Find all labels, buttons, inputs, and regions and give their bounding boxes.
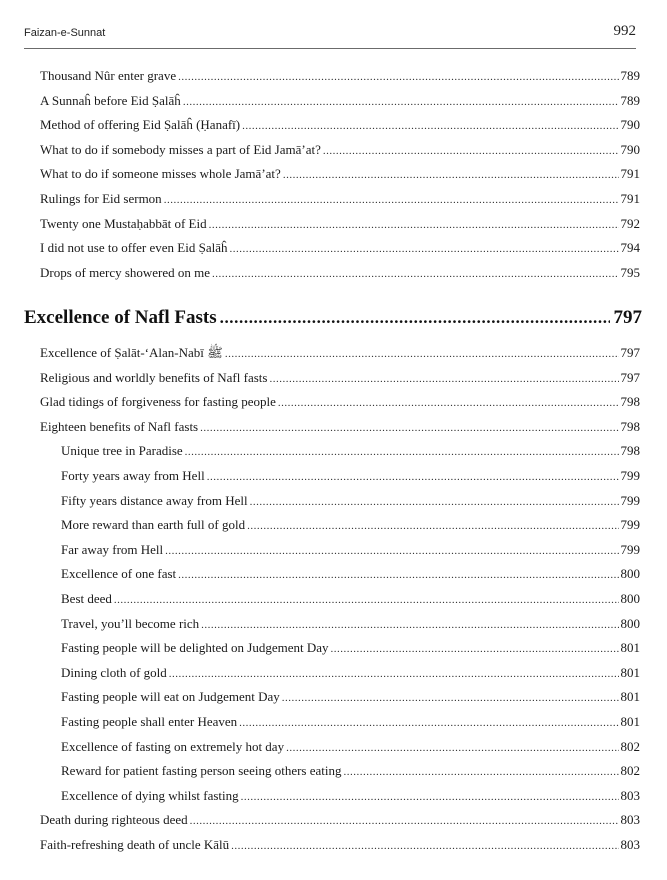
toc-entry-title: Excellence of Ṣalāt-‘Alan-Nabī ﷺ xyxy=(40,345,223,360)
page-number: 992 xyxy=(613,23,636,39)
toc-entry xyxy=(40,64,640,89)
toc-entry-page: 792 xyxy=(620,215,640,231)
leader-dots xyxy=(239,711,618,736)
toc-entry-title: Fasting people will eat on Judgement Day xyxy=(61,689,280,705)
toc-entry-page: 799 xyxy=(620,541,640,557)
toc-entry-title: Travel, you’ll become rich xyxy=(61,615,200,631)
toc-entry-page: 801 xyxy=(620,640,640,656)
toc-entry-title: I did not use to offer even Eid Ṣalāĥ xyxy=(40,240,228,256)
toc-entry xyxy=(40,710,640,735)
toc-entry-title: Glad tidings of forgiveness for fasting people xyxy=(40,394,276,410)
toc-entry-page: 798 xyxy=(620,394,640,410)
leader-dots xyxy=(323,139,619,164)
leader-dots xyxy=(344,760,619,785)
toc-entry xyxy=(40,562,640,587)
toc-entry-page: 801 xyxy=(620,689,640,705)
toc-entry xyxy=(40,366,640,391)
toc-entry xyxy=(40,513,640,538)
toc-entry-page: 800 xyxy=(620,566,640,582)
leader-dots xyxy=(241,785,619,810)
toc-entry-page: 791 xyxy=(620,166,640,182)
toc-entry-page: 799 xyxy=(620,467,640,483)
leader-dots xyxy=(282,686,619,711)
toc-entry-title: A Sunnaĥ before Eid Ṣalāĥ xyxy=(40,92,181,108)
leader-dots xyxy=(200,416,618,441)
toc-entry-page: 794 xyxy=(620,240,640,256)
leader-dots xyxy=(164,188,619,213)
leader-dots xyxy=(178,563,618,588)
chapter-title: Excellence of Nafl Fasts xyxy=(24,307,217,328)
toc-entry-title: Fasting people will be delighted on Judgement Day xyxy=(61,640,329,656)
toc-entry-page: 790 xyxy=(620,117,640,133)
leader-dots xyxy=(209,213,619,238)
toc-entry xyxy=(40,236,640,261)
toc-entry xyxy=(40,89,640,114)
toc-entry xyxy=(40,390,640,415)
toc-entry xyxy=(40,636,640,661)
toc-entry xyxy=(40,759,640,784)
toc-entry-page: 803 xyxy=(620,787,640,803)
toc-entry xyxy=(40,464,640,489)
toc-entry xyxy=(40,612,640,637)
toc-entry-title: What to do if someone misses whole Jamā’at? xyxy=(40,166,281,182)
leader-dots xyxy=(185,440,619,465)
toc-entry-title: Reward for patient fasting person seeing others eating xyxy=(61,763,342,779)
toc-entry-page: 789 xyxy=(620,68,640,83)
toc-entry-title: Excellence of dying whilst fasting xyxy=(61,787,239,803)
toc-entry-page: 800 xyxy=(620,590,640,606)
leader-dots xyxy=(201,613,618,638)
toc-entry-title: Religious and worldly benefits of Nafl fasts xyxy=(40,369,268,385)
toc-entry-page: 791 xyxy=(620,190,640,206)
toc-entry-title: Best deed xyxy=(61,590,112,606)
toc-entry-title: Faith-refreshing death of uncle Kālū xyxy=(40,836,230,852)
toc-entry-title: Far away from Hell xyxy=(61,541,164,557)
toc-entry-page: 797 xyxy=(620,369,640,385)
book-title: Faizan-e-Sunnat xyxy=(24,27,106,39)
leader-dots xyxy=(247,514,618,539)
leader-dots xyxy=(225,342,619,367)
toc-entry xyxy=(40,261,640,286)
toc-entry xyxy=(40,489,640,514)
toc-entry xyxy=(40,587,640,612)
leader-dots xyxy=(269,367,618,392)
toc-entry-title: What to do if somebody misses a part of Eid Jamā’at? xyxy=(40,141,321,157)
leader-dots xyxy=(165,539,618,564)
toc-entry xyxy=(40,138,640,163)
leader-dots xyxy=(220,308,610,328)
leader-dots xyxy=(250,490,619,515)
toc-entry-title: Rulings for Eid sermon xyxy=(40,190,162,206)
leader-dots xyxy=(278,391,619,416)
toc-entry-page: 802 xyxy=(620,763,640,779)
leader-dots xyxy=(212,262,618,287)
toc-entry-page: 789 xyxy=(620,92,640,108)
toc-entry xyxy=(40,187,640,212)
toc-entry-page: 797 xyxy=(620,345,640,360)
toc-entry-page: 801 xyxy=(620,713,640,729)
toc-entry-title: Death during righteous deed xyxy=(40,812,188,828)
chapter-page: 797 xyxy=(613,307,642,328)
leader-dots xyxy=(242,114,618,139)
chapter-heading xyxy=(24,307,642,329)
toc-list-top xyxy=(40,64,640,285)
leader-dots xyxy=(183,90,619,115)
toc-entry-page: 802 xyxy=(620,738,640,754)
leader-dots xyxy=(283,163,619,188)
toc-entry-page: 800 xyxy=(620,615,640,631)
leader-dots xyxy=(207,465,619,490)
toc-entry-page: 803 xyxy=(620,836,640,852)
toc-entry xyxy=(40,735,640,760)
toc-entry-title: Dining cloth of gold xyxy=(61,664,167,680)
toc-entry xyxy=(40,685,640,710)
toc-entry-title: Unique tree in Paradise xyxy=(61,443,183,459)
toc-entry-page: 798 xyxy=(620,443,640,459)
toc-entry-title: Eighteen benefits of Nafl fasts xyxy=(40,418,199,434)
leader-dots xyxy=(190,809,619,834)
toc-list-main xyxy=(40,341,640,857)
leader-dots xyxy=(230,237,619,262)
toc-entry xyxy=(40,784,640,809)
leader-dots xyxy=(231,834,618,859)
toc-entry-page: 799 xyxy=(620,492,640,508)
toc-entry-title: Forty years away from Hell xyxy=(61,467,205,483)
toc-entry-title: Excellence of fasting on extremely hot day xyxy=(61,738,285,754)
toc-entry xyxy=(40,113,640,138)
toc-entry-page: 801 xyxy=(620,664,640,680)
toc-entry xyxy=(40,833,640,858)
toc-entry-title: Twenty one Mustaḥabbāt of Eid xyxy=(40,215,207,231)
toc-entry xyxy=(40,439,640,464)
toc-entry-page: 803 xyxy=(620,812,640,828)
toc-entry xyxy=(40,162,640,187)
leader-dots xyxy=(331,637,619,662)
leader-dots xyxy=(286,736,618,761)
leader-dots xyxy=(169,662,619,687)
toc-entry-page: 795 xyxy=(620,264,640,280)
toc-entry xyxy=(40,538,640,563)
toc-entry-title: Drops of mercy showered on me xyxy=(40,264,211,280)
leader-dots xyxy=(114,588,619,613)
toc-entry-title: Thousand Nûr enter grave xyxy=(40,68,177,83)
toc-entry-title: Fifty years distance away from Hell xyxy=(61,492,248,508)
toc-entry-title: Fasting people shall enter Heaven xyxy=(61,713,238,729)
toc-entry xyxy=(40,212,640,237)
toc-entry-title: More reward than earth full of gold xyxy=(61,517,246,533)
toc-entry-title: Method of offering Eid Ṣalāĥ (Ḥanafī) xyxy=(40,117,241,133)
toc-entry-page: 790 xyxy=(620,141,640,157)
toc-entry-title: Excellence of one fast xyxy=(61,566,177,582)
toc-entry xyxy=(40,341,640,366)
running-header xyxy=(24,22,636,49)
toc-entry xyxy=(40,808,640,833)
toc-entry xyxy=(40,415,640,440)
toc-entry-page: 799 xyxy=(620,517,640,533)
toc-entry-page: 798 xyxy=(620,418,640,434)
leader-dots xyxy=(178,65,618,90)
toc-entry xyxy=(40,661,640,686)
